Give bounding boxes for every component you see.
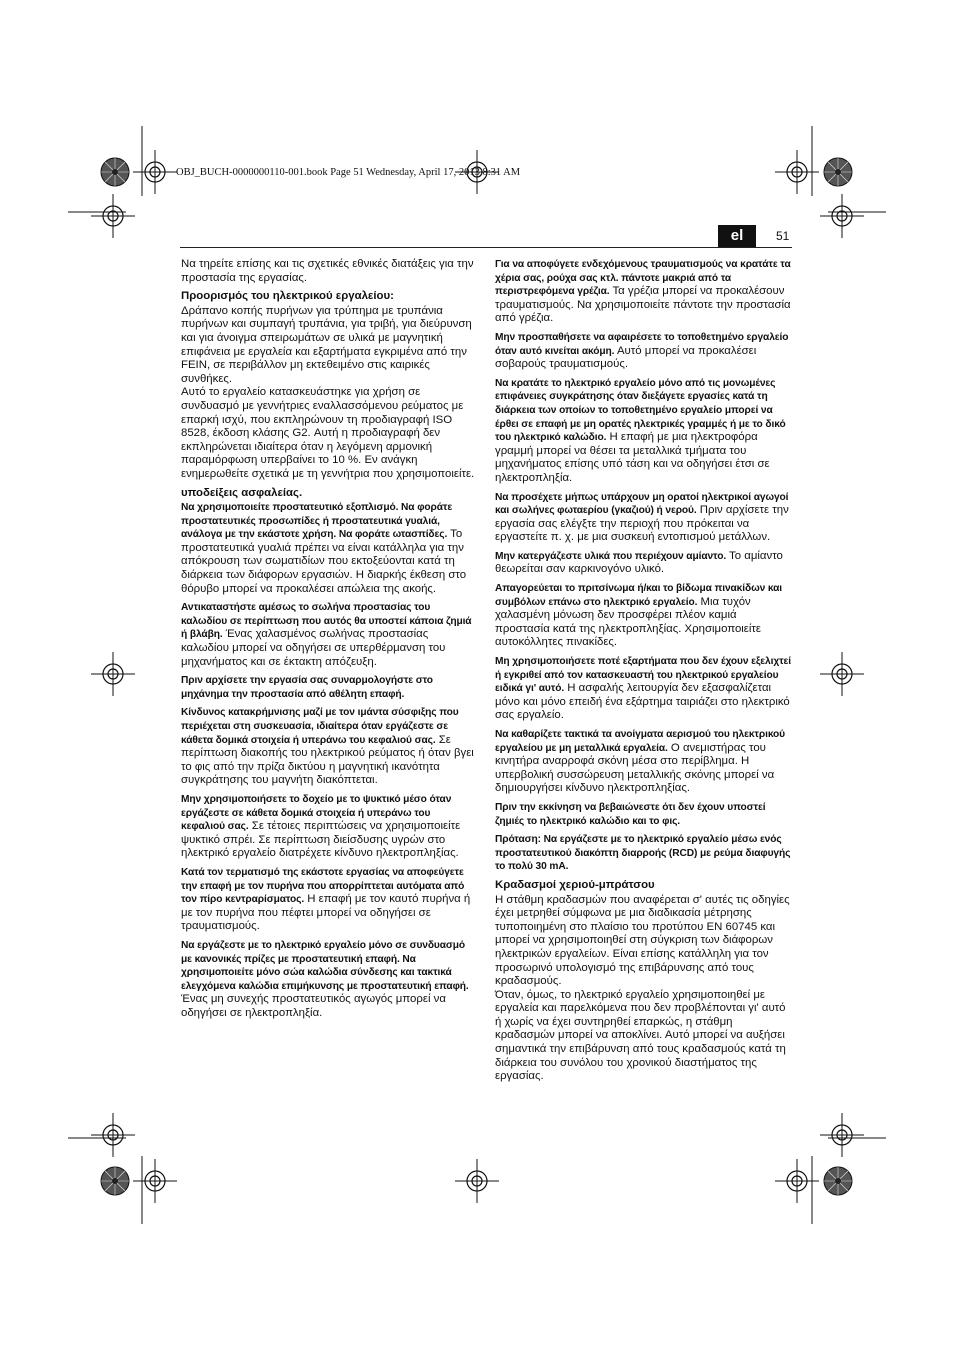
- safety-instruction: [495, 331, 792, 372]
- instruction-text: Αυτό μπορεί να προκαλέσει σοβαρούς τραυματισμούς.: [495, 344, 757, 371]
- page-number: 51: [776, 229, 790, 243]
- instruction-text: Το προστατευτικά γυαλιά πρέπει να είναι κατάλληλα για την απόκρουση των σωματιδίων που εκτοξεύονται κατά τη διάρκεια των διάφορων εργασιών. Η διαρκής έκθεση στο θόρυβο μπορεί να προκαλέσει απώλεια της ακοής.: [181, 528, 467, 595]
- instruction-bold: Πριν αρχίσετε την εργασία σας συναρμολογήστε στο μηχάνημα την προστασία από αθέλητη επαφή.: [181, 675, 433, 700]
- instruction-bold: Πρόταση: Να εργάζεστε με το ηλεκτρικό εργαλείο μέσω ενός προστατευτικού διακόπτη διαρροής (RCD) με ρεύμα διαφυγής το πολύ 30 mA.: [495, 834, 791, 873]
- header-rule: [180, 247, 792, 248]
- print-info: OBJ_BUCH-0000000110-001.book Page 51 Wednesday, April 17, 2013 8:31 AM: [176, 167, 521, 178]
- instruction-bold: Απαγορεύεται το πριτσίνωμα ή/και το βίδωμα πινακίδων και συμβόλων επάνω στο ηλεκτρικό εργαλείο.: [495, 583, 783, 608]
- safety-instruction: [181, 866, 475, 934]
- instruction-bold: Για να αποφύγετε ενδεχόμενους τραυματισμούς να κρατάτε τα χέρια σας, ρούχα σας κτλ. πάντοτε μακριά από τα περιστρεφόμενα γρέζια.: [495, 259, 791, 298]
- safety-instruction: [495, 728, 792, 796]
- paragraph: Δράπανο κοπής πυρήνων για τρύπημα με τρυπάνια πυρήνων και συμπαγή τρυπάνια, για τριβή, για διεύρυνση και για άνοιγμα σπειρωμάτων σε υλικά με μαγνητική επιφάνεια με εργαλεία και εξαρτήματα εγκριμένα από την FEIN, σε περιβάλλον μη εκτεθειμένο στις καιρικές συνθήκες.: [181, 304, 472, 385]
- paragraph: Να τηρείτε επίσης και τις σχετικές εθνικές διατάξεις για την προστασία της εργασίας.: [181, 258, 474, 284]
- safety-instruction: [495, 655, 792, 723]
- safety-instruction: [495, 833, 792, 874]
- safety-instruction: [181, 501, 475, 596]
- safety-instruction: [181, 793, 475, 861]
- safety-instruction: [495, 801, 792, 828]
- instruction-bold: Μη χρησιμοποιήσετε ποτέ εξαρτήματα που δεν έχουν εξελιχτεί ή εγκριθεί από τον κατασκευαστή του ηλεκτρικού εργαλείου ειδικά γι' αυτό.: [495, 656, 792, 695]
- paragraph: Η στάθμη κραδασμών που αναφέρεται σ' αυτές τις οδηγίες έχει μετρηθεί σύμφωνα με μια διαδικασία μέτρησης τυποποιημένη στο πλαίσιο του προτύπου EN 60745 και μπορεί να χρησιμοποιηθεί στη σύγκριση των διάφορων ηλεκτρικών εργαλείων. Είναι επίσης κατάλληλη για τον προσωρινό υπολογισμό της επιβάρυνσης από τους κραδασμούς.: [495, 893, 790, 988]
- instruction-text: Ένας μη συνεχής προστατευτικός αγωγός μπορεί να οδηγήσει σε ηλεκτροπληξία.: [181, 993, 446, 1019]
- section-heading: Προορισμός του ηλεκτρικού εργαλείου:: [181, 290, 394, 303]
- instruction-bold: Μην κατεργάζεστε υλικά που περιέχουν αμίαντο.: [495, 550, 727, 562]
- instruction-text: Πριν αρχίσετε την εργασία σας ελέγξτε την περιοχή που πρόκειται να εργαστείτε π. χ. με μια συσκευή εντοπισμού μετάλλων.: [495, 504, 789, 544]
- section-heading: Κραδασμοί χεριού-μπράτσου: [495, 878, 655, 891]
- safety-instruction: [495, 491, 792, 545]
- instruction-bold: Να καθαρίζετε τακτικά τα ανοίγματα αερισμού του ηλεκτρικού εργαλείου με μη μεταλλικά εργαλεία.: [495, 729, 786, 754]
- section-heading: υποδείξεις ασφαλείας.: [181, 486, 303, 499]
- instruction-bold: Αντικαταστήστε αμέσως το σωλήνα προστασίας του καλωδίου σε περίπτωση που αυτός θα υποστεί κάποια ζημιά ή βλάβη.: [181, 602, 472, 641]
- language-tab: el: [718, 225, 756, 247]
- instruction-text: Σε περίπτωση διακοπής του ηλεκτρικού ρεύματος ή όταν βγει το φις από την πρίζα δικτύου η μαγνητική ικανότητα συγκράτησης του μαγνήτη διακόπτεται.: [181, 733, 474, 787]
- instruction-bold: Μην χρησιμοποιήσετε το δοχείο με το ψυκτικό μέσο όταν εργάζεστε σε κάθετα δομικά στοιχεία ή υπεράνω του κεφαλιού σας.: [181, 793, 452, 833]
- instruction-text: Η επαφή με μια ηλεκτροφόρα γραμμή μπορεί να θέσει τα μεταλλικά τμήματα του μηχανήματος επίσης υπό τάση και να οδηγήσει έτσι σε ηλεκτροπληξία.: [495, 431, 770, 484]
- instruction-text: Ο ανεμιστήρας του κινητήρα αναρροφά σκόνη μέσα στο περίβλημα. Η υπερβολική συσσώρευση μεταλλικής σκόνης μπορεί να δημιουργήσει κίνδυνο ηλεκτροπληξίας.: [495, 741, 775, 795]
- paragraph: Αυτό το εργαλείο κατασκευάστηκε για χρήση σε συνδυασμό με γεννήτριες εναλλασσόμενου ρεύματος με επαρκή ισχύ, που εκπληρώνουν τη προδιαγραφή ISO 8528, έκδοση κλάσης G2. Αυτή η προδιαγραφή δεν εκπληρώνεται ιδιαίτερα όταν η λεγόμενη αρμονική παραμόρφωση υπερβαίνει το 10 %. Εν ανάγκη ενημερωθείτε σχετικά με τη γεννήτρια που χρησιμοποιείτε.: [181, 386, 475, 480]
- safety-instruction: [495, 550, 792, 577]
- instruction-bold: Κίνδυνος κατακρήμνισης μαζί με τον ιμάντα σύσφιξης που περιέχεται στη συσκευασία, ιδιαίτερα όταν εργάζεστε σε κάθετα δομικά στοιχεία ή υπεράνω του κεφαλιού σας.: [181, 707, 459, 746]
- safety-instruction: [495, 377, 792, 486]
- instruction-text: Η ασφαλής λειτουργία δεν εξασφαλίζεται μόνο και μόνο επειδή ένα εξάρτημα ταιριάζει στο ηλεκτρικό σας εργαλείο.: [495, 682, 790, 722]
- safety-instruction: [495, 582, 792, 650]
- instruction-text: Το αμίαντο θεωρείται σαν καρκινογόνο υλικό.: [495, 549, 783, 576]
- instruction-bold: Να κρατάτε το ηλεκτρικό εργαλείο μόνο από τις μονωμένες επιφάνειες συγκράτησης όταν διεξάγετε εργασίες κατά τη διάρκεια των οποίων το τοποθετημένο εργαλείο μπορεί να έρθει σε επαφή με μη ορατές ηλεκτρικές γραμμές ή με το δικό του ηλεκτρικό καλώδιο.: [495, 377, 786, 444]
- instruction-text: Σε τέτοιες περιπτώσεις να χρησιμοποιείτε ψυκτικό σπρέι. Σε περίπτωση διείσδυσης υγρών στο ηλεκτρικό εργαλείο διατρέχετε κίνδυνο ηλεκτροπληξίας.: [181, 820, 461, 860]
- right-column: [495, 258, 792, 1089]
- safety-instruction: [181, 939, 475, 1021]
- instruction-bold: Να προσέχετε μήπως υπάρχουν μη ορατοί ηλεκτρικοί αγωγοί και σωλήνες φωταερίου (γκαζιού) ή νερού.: [495, 491, 789, 517]
- left-column: [181, 258, 475, 1025]
- instruction-text: Η επαφή με τον καυτό πυρήνα ή με τον πυρήνα που πέφτει μπορεί να οδηγήσει σε τραυματισμούς.: [181, 893, 471, 933]
- instruction-bold: Μην προσπαθήσετε να αφαιρέσετε το τοποθετημένο εργαλείο όταν αυτό κινείται ακόμη.: [495, 331, 789, 357]
- safety-instruction: [495, 258, 792, 326]
- instruction-bold: Κατά τον τερματισμό της εκάστοτε εργασίας να αποφεύγετε την επαφή με τον πυρήνα που απορρίπτεται αυτόματα από τον πίρο κεντραρίσματος.: [181, 866, 465, 906]
- instruction-text: Μια τυχόν χαλασμένη μόνωση δεν προσφέρει πλέον καμιά προστασία κατά της ηλεκτροπληξίας. Χρησιμοποιείτε αυτοκόλλητες πινακίδες.: [495, 595, 761, 649]
- instruction-bold: Να χρησιμοποιείτε προστατευτικό εξοπλισμό. Να φοράτε προστατευτικές προσωπίδες ή προστατευτικά γυαλιά, ανάλογα με την εκάστοτε χρήση. Να φοράτε ωτασπίδες.: [181, 502, 453, 541]
- safety-instruction: [181, 601, 475, 669]
- safety-instruction: [181, 706, 475, 788]
- paragraph: Όταν, όμως, το ηλεκτρικό εργαλείο χρησιμοποιηθεί με εργαλεία και παρελκόμενα που δεν προβλέπονται γι' αυτό ή χωρίς να έχει συντηρηθεί επαρκώς, η στάθμη κραδασμών μπορεί να αποκλίνει. Αυτό μπορεί να αυξήσει σημαντικά την επιβάρυνση από τους κραδασμούς κατά τη διάρκεια του συνόλου του χρονικού διαστήματος της εργασίας.: [495, 988, 786, 1083]
- instruction-text: Τα γρέζια μπορεί να προκαλέσουν τραυματισμούς. Να χρησιμοποιείτε πάντοτε την προστασία από γρέζια.: [495, 285, 791, 325]
- instruction-bold: Πριν την εκκίνηση να βεβαιώνεστε ότι δεν έχουν υποστεί ζημιές το ηλεκτρικό καλώδιο και το φις.: [495, 801, 766, 827]
- instruction-bold: Να εργάζεστε με το ηλεκτρικό εργαλείο μόνο σε συνδυασμό με κανονικές πρίζες με προστατευτική επαφή. Να χρησιμοποιείτε μόνο σώα καλώδια σύνδεσης και τακτικά ελεγχόμενα καλώδια επιμήκυνσης με προστατευτική επαφή.: [181, 939, 469, 992]
- instruction-text: Ένας χαλασμένος σωλήνας προστασίας καλωδίου μπορεί να οδηγήσει σε υπερθέρμανση του μηχανήματος και σε έκτακτη απόζευξη.: [181, 628, 446, 668]
- safety-instruction: [181, 674, 475, 701]
